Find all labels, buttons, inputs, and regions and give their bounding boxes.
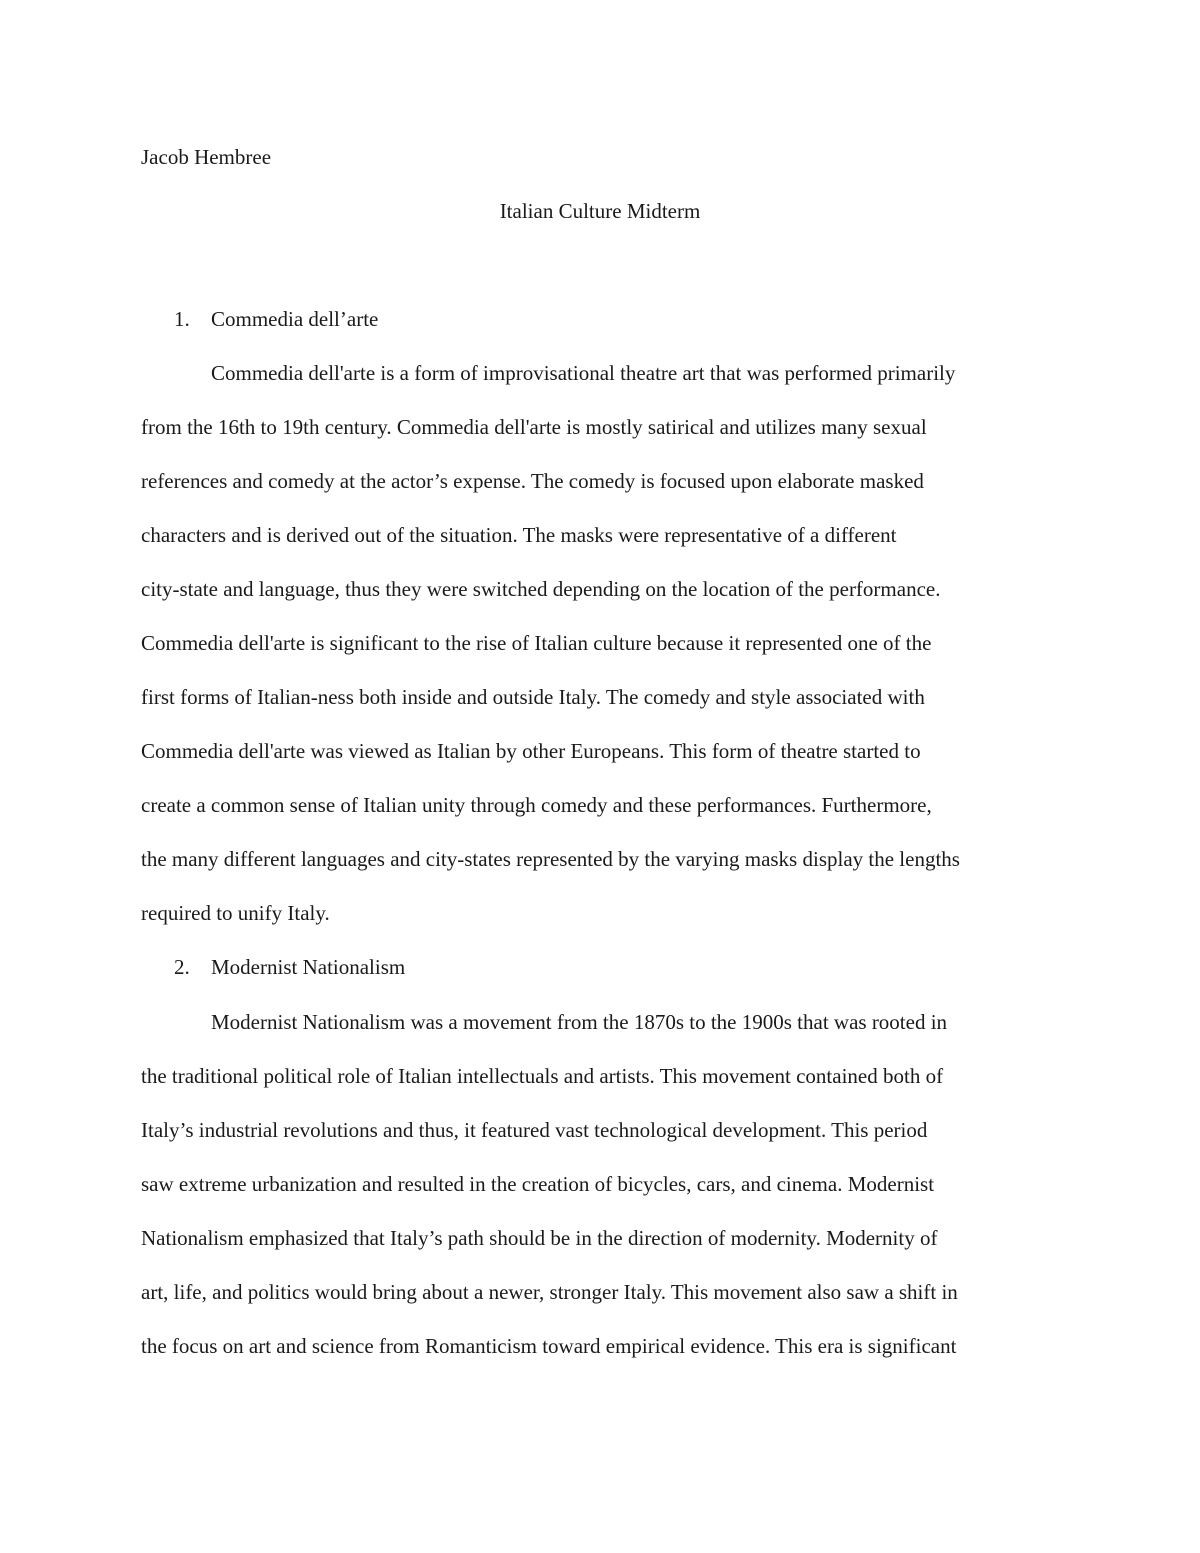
document-title: Italian Culture Midterm [499, 199, 701, 223]
paragraph-line: Modernist Nationalism was a movement from the 1870s to the 1900s that was rooted in [211, 1010, 948, 1034]
section-heading: Modernist Nationalism [211, 955, 406, 979]
paragraph-line: first forms of Italian-ness both inside and outside Italy. The comedy and style associated with [141, 685, 925, 709]
paragraph-line: the traditional political role of Italian intellectuals and artists. This movement contained both of [141, 1064, 944, 1088]
author-name: Jacob Hembree [141, 145, 272, 169]
paragraph-line: Italy’s industrial revolutions and thus, it featured vast technological development. This period [141, 1118, 928, 1142]
section-heading: Commedia dell’arte [211, 307, 379, 331]
paragraph-line: the focus on art and science from Romanticism toward empirical evidence. This era is significant [141, 1334, 957, 1358]
paragraph-line: Commedia dell'arte is a form of improvisational theatre art that was performed primarily [211, 361, 956, 385]
paragraph-line: saw extreme urbanization and resulted in the creation of bicycles, cars, and cinema. Modernist [141, 1172, 935, 1196]
paragraph-line: Commedia dell'arte was viewed as Italian by other Europeans. This form of theatre started to [141, 739, 921, 763]
paragraph-line: the many different languages and city-states represented by the varying masks display the lengths [141, 847, 960, 871]
paragraph-line: Nationalism emphasized that Italy’s path should be in the direction of modernity. Modernity of [141, 1226, 938, 1250]
paragraph-line: characters and is derived out of the situation. The masks were representative of a different [141, 523, 897, 547]
paragraph-line: Commedia dell'arte is significant to the rise of Italian culture because it represented one of the [141, 631, 932, 655]
paragraph-line: references and comedy at the actor’s expense. The comedy is focused upon elaborate masked [141, 469, 924, 493]
section-number: 1. [174, 307, 190, 331]
section-number: 2. [174, 955, 190, 979]
paragraph-line: city-state and language, thus they were switched depending on the location of the performance. [141, 577, 941, 601]
paragraph-line: create a common sense of Italian unity through comedy and these performances. Furthermore, [141, 793, 932, 817]
paragraph-line: art, life, and politics would bring about a newer, stronger Italy. This movement also saw a shift in [141, 1280, 958, 1304]
paragraph-line: required to unify Italy. [141, 901, 330, 925]
paragraph-line: from the 16th to 19th century. Commedia dell'arte is mostly satirical and utilizes many sexual [141, 415, 927, 439]
